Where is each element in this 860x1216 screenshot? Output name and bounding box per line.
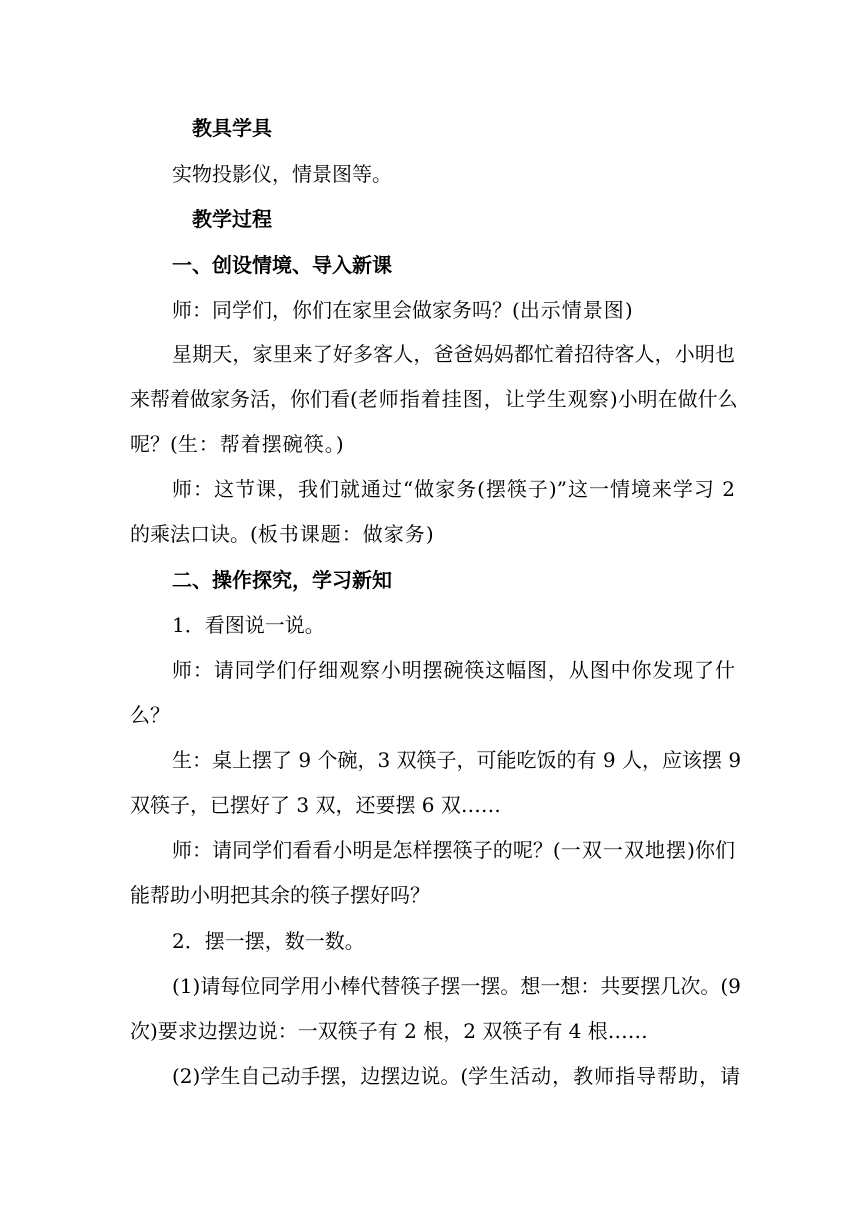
p8-line1-note: 学生活动，教师指导帮助，请 (468, 1064, 742, 1088)
p1-text-a: 师：同学们，你们在家里会做家务吗？( (172, 298, 520, 322)
p7-line1: (1)请每位同学用小棒代替筷子摆一摆。想一想：共要摆几次。(9 (172, 974, 741, 998)
p6-line1-b: )你们 (687, 838, 735, 862)
p3-line2-note: 板书课题：做家务 (257, 522, 426, 546)
p3-line2-a: 的乘法口诀。( (130, 522, 258, 546)
item-1: 1．看图说一说。 (172, 613, 325, 637)
p2-line3 (130, 430, 735, 458)
p5-line2: 双筷子，已摆好了 3 双，还要摆 6 双…… (130, 793, 501, 817)
p3-line2 (130, 520, 735, 548)
p4-line2: 么？ (130, 703, 170, 727)
p6-line1-a: 师：请同学们看看小明是怎样摆筷子的呢？( (172, 838, 561, 862)
p8-line1 (172, 1062, 742, 1090)
p3-line1: 师：这节课，我们就通过“做家务(摆筷子)”这一情境来学习 2 (172, 477, 735, 501)
p2-line2-a: 来帮着做家务活，你们看( (130, 387, 358, 411)
p2-line1: 星期天，家里来了好多客人，爸爸妈妈都忙着招待客人，小明也 (172, 342, 735, 366)
p1-text-b: ) (624, 298, 633, 322)
p4-line1: 师：请同学们仔细观察小明摆碗筷这幅图，从图中你发现了什 (172, 658, 735, 682)
p2-line3-note: 生：帮着摆碗筷。 (177, 432, 336, 456)
tools-text: 实物投影仪，情景图等。 (172, 162, 392, 186)
p2-line2-b: )小明在做什么 (609, 387, 738, 411)
section2-title: 二、操作探究，学习新知 (172, 568, 392, 592)
item-2: 2．摆一摆，数一数。 (172, 929, 365, 953)
p5-line1: 生：桌上摆了 9 个碗，3 双筷子，可能吃饭的有 9 人，应该摆 9 (172, 748, 742, 772)
paragraph-1 (172, 296, 777, 324)
p2-line3-b: ) (335, 432, 344, 456)
p6-line1 (172, 836, 735, 864)
p1-note: 出示情景图 (519, 298, 625, 322)
p8-line1-a: (2)学生自己动手摆，边摆边说。( (172, 1064, 469, 1088)
p2-line2 (130, 385, 738, 413)
p7-line2: 次)要求边摆边说：一双筷子有 2 根，2 双筷子有 4 根…… (130, 1019, 648, 1043)
section1-title: 一、创设情境、导入新课 (172, 253, 392, 277)
p2-line3-a: 呢？( (130, 432, 178, 456)
heading-teaching-tools: 教具学具 (192, 116, 272, 140)
p3-line2-b: ) (425, 522, 434, 546)
p6-line2: 能帮助小明把其余的筷子摆好吗？ (130, 883, 430, 907)
p2-line2-note: 老师指着挂图，让学生观察 (357, 387, 610, 411)
heading-teaching-process: 教学过程 (192, 207, 272, 231)
p6-line1-note: 一双一双地摆 (560, 838, 688, 862)
